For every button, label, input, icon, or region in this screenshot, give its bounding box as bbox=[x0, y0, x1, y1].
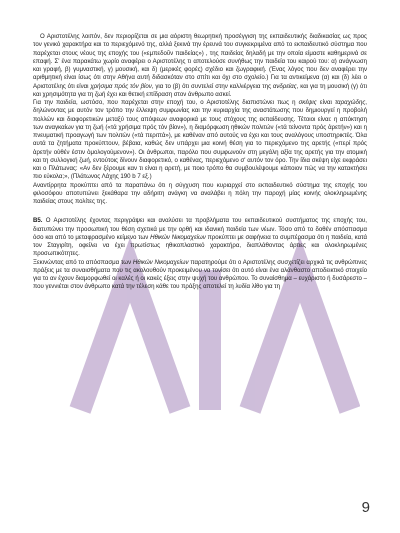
paragraph bbox=[33, 217, 367, 258]
paragraph: Αναντίρρητα προκύπτει από τα παραπάνω ότι η σύγχυση που κυριαρχεί στο εκπαιδευτικό σύστημα της εποχής του φιλοσόφου αποτυπώνει ξεκάθαρα την αδήριτη ανάγκη να αναλάβει η πόλη την παροχή μίας κοινής ολοκληρωμένης παιδείας στους πολίτες της. bbox=[33, 181, 367, 205]
italic-text: ταραχώδης bbox=[334, 99, 366, 106]
text-run: Ο Αριστοτέλης έχοντας περιγράψει και αναλύσει τα προβλήματα του εκπαιδευτικού συστήματος της εποχής του, διατυπώνει την προσωπική του θέση σχετικά με την ορθή και ιδανική παιδεία των νέων. Τόσο από το δοθέν απόσπασμα όσο και από το μεταφρασμένο κείμενο των bbox=[33, 217, 367, 241]
italic-text: χρήσιμα πρός τόν βίον bbox=[90, 82, 152, 90]
text-run: Για την παιδεία, ωστόσο, που παρέχεται στην εποχή του, ο Αριστοτέλης διαπιστώνει πως η bbox=[33, 99, 299, 106]
text-run: Ξεκινώντας από το απόσπασμα των bbox=[33, 258, 133, 266]
section-gap bbox=[33, 206, 367, 217]
text-run: παρατηρούμε ότι ο Αριστοτέλης συσχετίζει αρχικά τις ανθρώπινες πράξεις με τα συναισθήματα που τις ακολουθούν προκειμένου να τονίσει ότι αυτό είναι ένα αλάνθαστο αποδεικτικό στοιχείο για το αν έχουν διαμορφωθεί οι καλές ή οι κακές έξεις στην ψυχή του ανθρώπου. Το συναίσθημα – ευχάριστο ή δυσάρεστο – που γεννιέται στον άνθρωπο κατά την τέλεση κάθε του πράξης αποτελεί τη λυδία λίθο για τη bbox=[33, 258, 367, 291]
text-run: , δηλώνοντας με αυτόν τον τρόπο την έλλειψη συμφωνίας και την κυριαρχία της αναστάτωσης που δημιουργεί η προβολή πολλών και διαφορετικών μεταξύ τους απόψεων αναφορικά με τους στόχους της εκπαίδευσης. Τέτοιοι είναι: η απόκτηση των αναγκαίων για τη ζωή («τά χρήσιμα πρός τόν βίον»), η διαμόρφωση ηθικών πολιτών («τά τείνοντα πρός ἀρετήν») και η πνευματική προαγωγή των πολιτών («τά περιττά»), με καθέναν από αυτούς να έχει και τους αναλόγους υποστηρικτές. Όλα αυτά τα ζητήματα προκύπτουν, βέβαια, καθώς δεν υπάρχει μια κοινή θέση για το περιεχόμενο της αρετής («περί πρός ἀρετήν οὐθέν ἐστιν ὁμολογούμενον»). Οι άνθρωποι, παρόλο που συμφωνούν στη μεγάλη αξία της αρετής για την ατομική και τη συλλογική ζωή, εντούτοις δίνουν διαφορετικό, ο καθένας, περιεχόμενο σ' αυτόν τον όρο. Την ίδια σκέψη είχε εκφράσει και ο Πλάτωνας: «Αν δεν ξέρουμε καν τι είναι η αρετή, με ποιο τρόπο θα συμβουλέψουμε κάποιον πώς να την κατακτήσει πιο εύκολα;», (Πλάτωνος Λάχης 190 b 7 εξ.) bbox=[33, 99, 367, 181]
text-run: Ο Αριστοτέλης λοιπόν, δεν περιορίζεται σε μια αόριστη θεωρητική προσέγγιση της εκπαιδευτικής διαδικασίας ως προς τον γενικό χαρακτήρα και το περιεχόμενό της, αλλά ξεκινά την έρευνά του συγκεκριμένα από το εκπαιδευτικό σύστημα που παρέχεται στους νέους της εποχής του («εμπεδοῦν παιδείας») , της παιδείας δηλαδή με την οποία είμαστε καθημερινά σε επαφή. Σ' ένα παρακάτω χωρίο αναφέρει ο Αριστοτέλης τι αποτελούσε συνήθως την παιδεία του καιρού του: α) ανάγνωση και γραφή, β) γυμναστική, γ) μουσική, και δ) (μερικές φορές) σχέδιο και ζωγραφική. (Ένας λόγος που δεν αναφέρει την αριθμητική είναι ίσως ότι στην Αθήνα αυτή διδασκόταν στο σπίτι και όχι στο σχολείο.) Για τα αντικείμενα (α) και (δ) λέει ο Αριστοτέλης ότι είναι bbox=[33, 33, 367, 90]
italic-text: ανδρείας bbox=[272, 82, 297, 90]
text-run: , για το (β) ότι συντελεί στην καλλιέργεια της bbox=[151, 82, 273, 90]
page-number: 9 bbox=[361, 499, 370, 516]
text-run: , και για τη μουσική (γ) ότι και χρησιμότητα για τη ζωή έχει και θετική επίδραση στον άνθρωπο ασκεί. bbox=[33, 82, 367, 98]
paragraph bbox=[33, 259, 367, 292]
body-text bbox=[33, 33, 367, 292]
paragraph bbox=[33, 33, 367, 99]
paragraph bbox=[33, 99, 367, 182]
italic-text: σκέψις bbox=[298, 99, 317, 106]
text-run: προκύπτει με σαφήνεια το συμπέρασμα ότι η παιδεία, κατά τον Σταγιρίτη, οφείλει να έχει πρωτίστως ηθικοπλαστικό χαρακτήρα, διαπλάθοντας άρτιες και ολοκληρωμένες προσωπικότητες. bbox=[33, 233, 367, 258]
section-label: Β5. bbox=[33, 217, 43, 225]
italic-text: Ηθικών Νικομαχείων bbox=[132, 258, 189, 266]
italic-text: Ηθικών Νικομαχείων bbox=[150, 233, 206, 241]
text-run: είναι bbox=[316, 99, 335, 106]
